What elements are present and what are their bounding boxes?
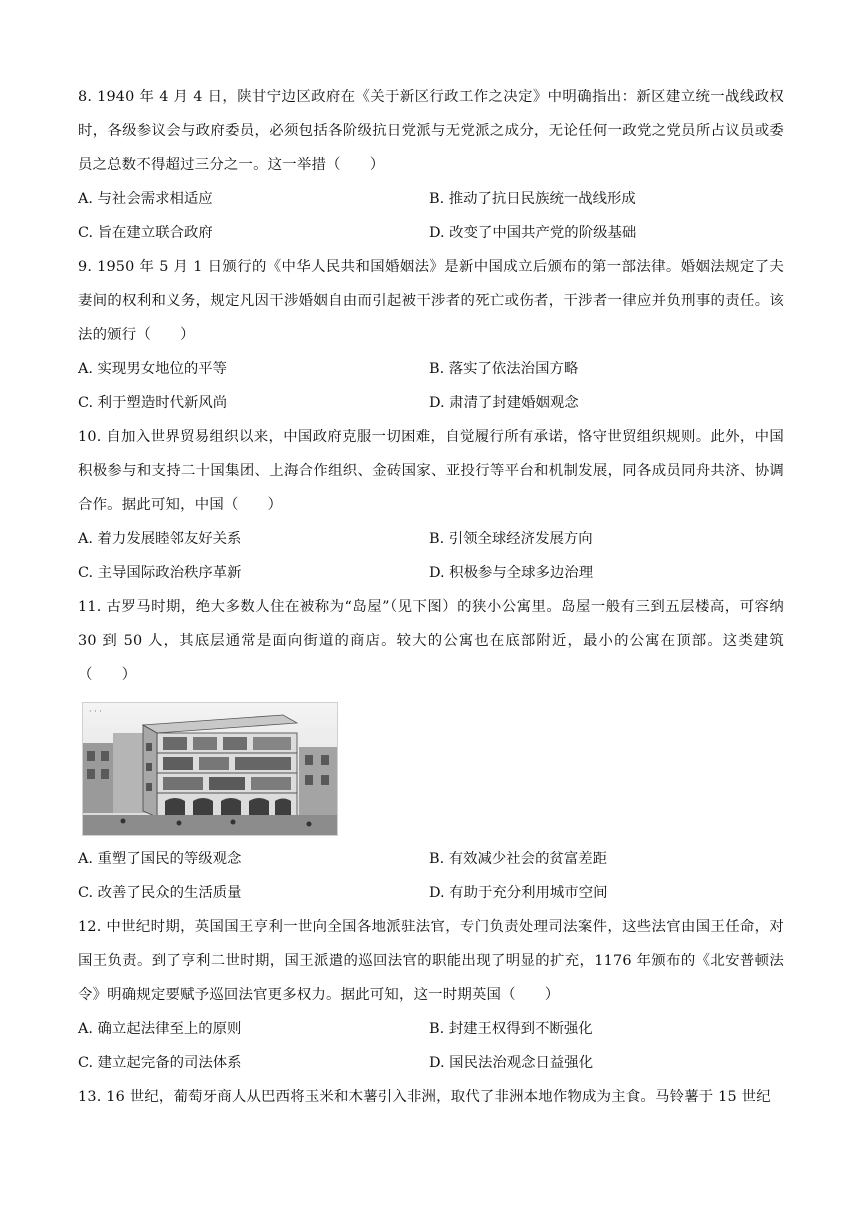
question-11-option-c[interactable]: C. 改善了民众的生活质量 bbox=[78, 885, 242, 901]
question-12-option-a[interactable]: A. 确立起法律至上的原则 bbox=[78, 1021, 242, 1037]
question-9 bbox=[78, 250, 784, 420]
question-10-option-c[interactable]: C. 主导国际政治秩序革新 bbox=[78, 565, 242, 581]
question-11-option-d[interactable]: D. 有助于充分利用城市空间 bbox=[429, 885, 608, 901]
question-12-option-d[interactable]: D. 国民法治观念日益强化 bbox=[429, 1055, 594, 1071]
question-10-option-a[interactable]: A. 着力发展睦邻友好关系 bbox=[78, 531, 242, 547]
question-8 bbox=[78, 80, 784, 250]
question-9-option-a[interactable]: A. 实现男女地位的平等 bbox=[78, 361, 228, 377]
question-9-stem: 9. 1950 年 5 月 1 日颁行的《中华人民共和国婚姻法》是新中国成立后颁布的第一部法律。婚姻法规定了夫妻间的权利和义务，规定凡因干涉婚姻自由而引起被干涉者的死亡或伤者，干涉者一律应并负刑事的责任。该法的颁行（ ） bbox=[78, 259, 784, 343]
question-10-options-row-1 bbox=[78, 522, 784, 556]
roman-insula-building-icon bbox=[83, 703, 337, 835]
question-9-options-row-2 bbox=[78, 386, 784, 420]
question-8-option-b[interactable]: B. 推动了抗日民族统一战线形成 bbox=[429, 191, 636, 207]
question-11-option-b[interactable]: B. 有效减少社会的贫富差距 bbox=[429, 851, 608, 867]
question-10-stem: 10. 自加入世界贸易组织以来，中国政府克服一切困难，自觉履行所有承诺，恪守世贸组织规则。此外，中国积极参与和支持二十国集团、上海合作组织、金砖国家、亚投行等平台和机制发展，同各成员同舟共济、协调合作。据此可知，中国（ ） bbox=[78, 429, 784, 513]
question-11 bbox=[78, 590, 784, 910]
exam-page bbox=[78, 80, 784, 1114]
question-10-option-d[interactable]: D. 积极参与全球多边治理 bbox=[429, 565, 594, 581]
question-11-options-row-1 bbox=[78, 842, 784, 876]
question-12-options-row-1 bbox=[78, 1012, 784, 1046]
question-11-option-a[interactable]: A. 重塑了国民的等级观念 bbox=[78, 851, 242, 867]
question-10-options-row-2 bbox=[78, 556, 784, 590]
question-12-stem: 12. 中世纪时期，英国国王亨利一世向全国各地派驻法官，专门负责处理司法案件，这些法官由国王任命，对国王负责。到了亨利二世时期，国王派遣的巡回法官的职能出现了明显的扩充，1176 年颁布的《北安普顿法令》明确规定要赋予巡回法官更多权力。据此可知，这一时期英国（ ） bbox=[78, 919, 784, 1003]
question-12 bbox=[78, 910, 784, 1080]
question-9-option-d[interactable]: D. 肃清了封建婚姻观念 bbox=[429, 395, 579, 411]
question-8-stem: 8. 1940 年 4 月 4 日，陕甘宁边区政府在《关于新区行政工作之决定》中明确指出：新区建立统一战线政权时，各级参议会与政府委员，必须包括各阶级抗日党派与无党派之成分，无论任何一政党之党员所占议员或委员之总数不得超过三分之一。这一举措（ ） bbox=[78, 89, 784, 173]
question-11-options-row-2 bbox=[78, 876, 784, 910]
question-8-option-c[interactable]: C. 旨在建立联合政府 bbox=[78, 225, 213, 241]
question-9-option-c[interactable]: C. 利于塑造时代新风尚 bbox=[78, 395, 228, 411]
question-8-options-row-1 bbox=[78, 182, 784, 216]
question-8-option-a[interactable]: A. 与社会需求相适应 bbox=[78, 191, 213, 207]
question-8-option-d[interactable]: D. 改变了中国共产党的阶级基础 bbox=[429, 225, 637, 241]
question-13-stem: 13. 16 世纪，葡萄牙商人从巴西将玉米和木薯引入非洲，取代了非洲本地作物成为主食。马铃薯于 15 世纪 bbox=[78, 1089, 771, 1105]
insula-figure bbox=[82, 702, 338, 836]
question-9-options-row-1 bbox=[78, 352, 784, 386]
question-10 bbox=[78, 420, 784, 590]
question-9-option-b[interactable]: B. 落实了依法治国方略 bbox=[429, 361, 579, 377]
question-10-option-b[interactable]: B. 引领全球经济发展方向 bbox=[429, 531, 593, 547]
question-13 bbox=[78, 1080, 784, 1114]
question-12-option-b[interactable]: B. 封建王权得到不断强化 bbox=[429, 1021, 593, 1037]
question-8-options-row-2 bbox=[78, 216, 784, 250]
question-11-stem: 11. 古罗马时期，绝大多数人住在被称为“岛屋”（见下图）的狭小公寓里。岛屋一般有三到五层楼高，可容纳 30 到 50 人，其底层通常是面向街道的商店。较大的公寓也在底部附近，最小的公寓在顶部。这类建筑（ ） bbox=[78, 599, 784, 683]
question-12-options-row-2 bbox=[78, 1046, 784, 1080]
figure-caption: · · · bbox=[89, 707, 102, 716]
question-12-option-c[interactable]: C. 建立起完备的司法体系 bbox=[78, 1055, 242, 1071]
